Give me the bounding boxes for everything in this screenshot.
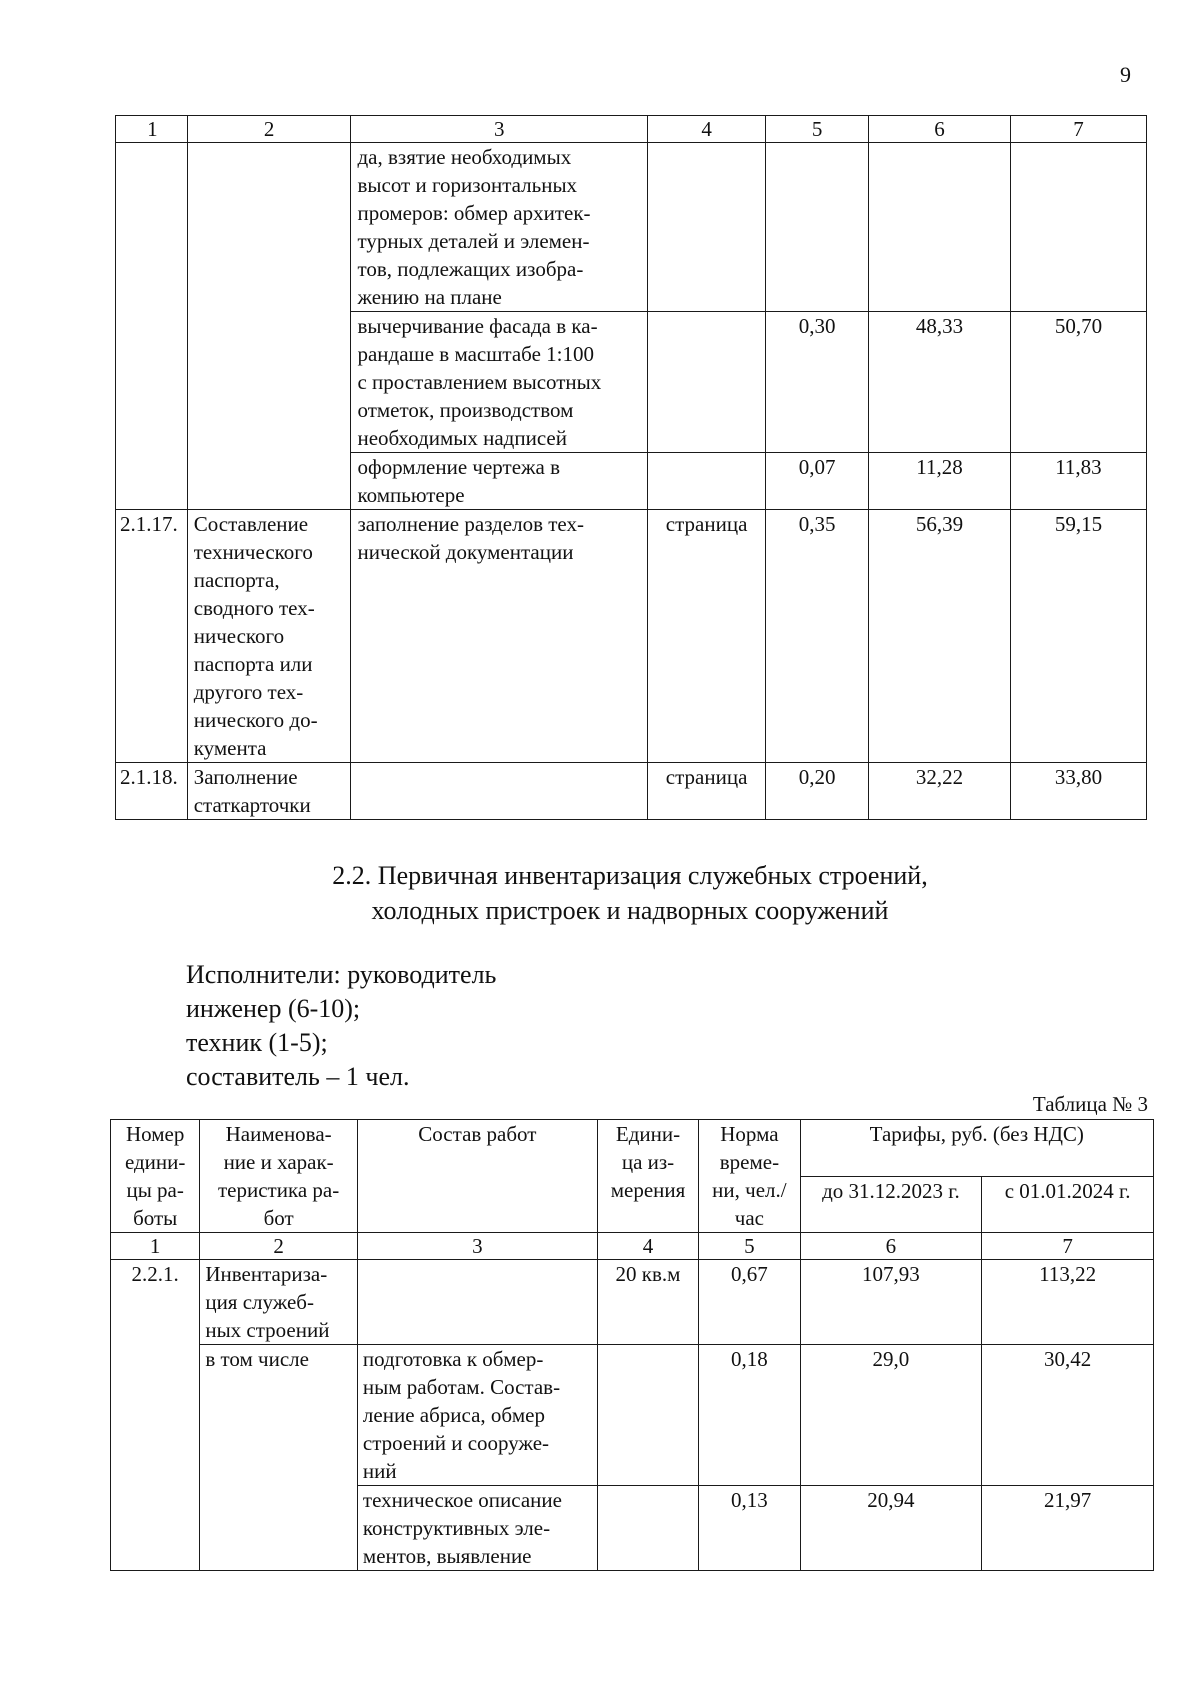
text-line: да, взятие необходимых: [357, 145, 572, 169]
work-composition-cell: [357, 1486, 597, 1571]
tariff-2024-cell: 50,70: [1010, 312, 1146, 453]
work-number-cell: 2.2.1.: [111, 1260, 200, 1345]
tariff-2023-cell: 56,39: [869, 510, 1011, 763]
text-line: ных строений: [205, 1318, 330, 1342]
column-number: 1: [116, 116, 188, 143]
tariff-2024-cell: 21,97: [982, 1486, 1154, 1571]
header-row: [111, 1120, 1154, 1177]
text-line: техническое описание: [362, 1488, 562, 1512]
norm-cell: 0,07: [766, 453, 869, 510]
executors-line: составитель – 1 чел.: [186, 1062, 410, 1091]
tariff-2024-cell: 11,83: [1010, 453, 1146, 510]
tariff-2024-cell: 113,22: [982, 1260, 1154, 1345]
text-line: цы ра-: [126, 1178, 184, 1202]
norm-cell: 0,18: [699, 1345, 800, 1486]
text-line: другого тех-: [193, 680, 304, 704]
column-number: 1: [111, 1233, 200, 1260]
work-number-cell: [111, 1345, 200, 1486]
column-number: 3: [357, 1233, 597, 1260]
page-number: 9: [1120, 62, 1131, 87]
header-work-name: [200, 1120, 358, 1233]
text-line: паспорта или: [193, 652, 313, 676]
norm-cell: 0,20: [766, 763, 869, 820]
text-line: нического до-: [193, 708, 318, 732]
column-number: 4: [597, 1233, 698, 1260]
text-line: теристика ра-: [218, 1178, 340, 1202]
work-composition-cell: [351, 312, 648, 453]
norm-cell: 0,35: [766, 510, 869, 763]
tariff-2024-cell: 59,15: [1010, 510, 1146, 763]
table-row: [116, 763, 1147, 820]
work-number-cell: 2.1.17.: [116, 510, 188, 763]
table-row: [111, 1345, 1154, 1486]
work-composition-cell: [351, 510, 648, 763]
norm-cell: 0,30: [766, 312, 869, 453]
text-line: ний: [362, 1459, 397, 1483]
table-row: [111, 1486, 1154, 1571]
header-tariffs: Тарифы, руб. (без НДС): [800, 1120, 1153, 1177]
table-row: [116, 453, 1147, 510]
work-name-cell: [187, 453, 351, 510]
header-tariff-2024: с 01.01.2024 г.: [982, 1176, 1154, 1233]
text-line: кумента: [193, 736, 267, 760]
text-line: тов, подлежащих изобра-: [357, 257, 584, 281]
text-line: паспорта,: [193, 568, 280, 592]
work-name-cell: [187, 143, 351, 312]
work-name-cell: [200, 1486, 358, 1571]
text-line: Наименова-: [225, 1122, 332, 1146]
section-title-line: 2.2. Первичная инвентаризация служебных строений,: [332, 861, 928, 890]
text-line: нического: [193, 624, 285, 648]
work-number-cell: 2.1.18.: [116, 763, 188, 820]
tariff-2023-cell: 32,22: [869, 763, 1011, 820]
tariff-2024-cell: 33,80: [1010, 763, 1146, 820]
column-number-row: [111, 1233, 1154, 1260]
text-line: заполнение разделов тех-: [357, 512, 584, 536]
tariff-2023-cell: 107,93: [800, 1260, 982, 1345]
table-caption: Таблица № 3: [1032, 1092, 1148, 1116]
column-number: 2: [187, 116, 351, 143]
text-line: едини-: [124, 1150, 186, 1174]
executors-line: инженер (6-10);: [186, 994, 361, 1023]
work-composition-cell: [351, 763, 648, 820]
text-line: Заполнение: [193, 765, 298, 789]
text-line: конструктивных эле-: [362, 1516, 551, 1540]
text-line: турных деталей и элемен-: [357, 229, 590, 253]
text-line: строений и сооруже-: [362, 1431, 550, 1455]
text-line: жению на плане: [357, 285, 502, 309]
unit-cell: [648, 453, 766, 510]
text-line: Составление: [193, 512, 309, 536]
text-line: ция служеб-: [205, 1290, 314, 1314]
text-line: оформление чертежа в: [357, 455, 561, 479]
header-unit: [597, 1120, 698, 1233]
text-line: промеров: обмер архитек-: [357, 201, 591, 225]
column-number: 7: [1010, 116, 1146, 143]
tariff-2023-cell: 20,94: [800, 1486, 982, 1571]
unit-cell: страница: [648, 763, 766, 820]
executors-block: [186, 958, 496, 1094]
unit-cell: [597, 1486, 698, 1571]
text-line: Норма: [720, 1122, 779, 1146]
work-number-cell: [116, 143, 188, 312]
column-number: 4: [648, 116, 766, 143]
text-line: Номер: [125, 1122, 185, 1146]
executors-line: Исполнители: руководитель: [186, 960, 497, 989]
header-norm: [699, 1120, 800, 1233]
column-number: 7: [982, 1233, 1154, 1260]
text-line: ление абриса, обмер: [362, 1403, 546, 1427]
tariff-2024-cell: 30,42: [982, 1345, 1154, 1486]
text-line: с проставлением высотных: [357, 370, 602, 394]
work-number-cell: [116, 312, 188, 453]
text-line: отметок, производством: [357, 398, 574, 422]
header-work-composition: Состав работ: [357, 1120, 597, 1233]
table-row: [116, 143, 1147, 312]
work-name-cell: [187, 510, 351, 763]
header-work-number: [111, 1120, 200, 1233]
header-tariff-2023: до 31.12.2023 г.: [800, 1176, 982, 1233]
tariff-2023-cell: [869, 143, 1011, 312]
text-line: ментов, выявление: [362, 1544, 532, 1568]
text-line: ца из-: [621, 1150, 675, 1174]
text-line: необходимых надписей: [357, 426, 567, 450]
norm-cell: [766, 143, 869, 312]
tariff-table-3: [110, 1119, 1154, 1571]
text-line: технического: [193, 540, 313, 564]
column-number: 3: [351, 116, 648, 143]
text-line: боты: [133, 1206, 178, 1230]
text-line: сводного тех-: [193, 596, 315, 620]
tariff-2023-cell: 29,0: [800, 1345, 982, 1486]
work-number-cell: [116, 453, 188, 510]
column-number-row: [116, 116, 1147, 143]
text-line: статкарточки: [193, 793, 311, 817]
text-line: ным работам. Состав-: [362, 1375, 561, 1399]
unit-cell: 20 кв.м: [597, 1260, 698, 1345]
text-line: бот: [263, 1206, 294, 1230]
text-line: рандаше в масштабе 1:100: [357, 342, 594, 366]
text-line: нической документации: [357, 540, 574, 564]
unit-cell: [597, 1345, 698, 1486]
text-line: вычерчивание фасада в ка-: [357, 314, 598, 338]
tariff-2023-cell: 48,33: [869, 312, 1011, 453]
text-line: ние и харак-: [223, 1150, 334, 1174]
work-name-cell: в том числе: [200, 1345, 358, 1486]
tariff-table-continuation: [115, 115, 1147, 820]
tariff-2024-cell: [1010, 143, 1146, 312]
work-composition-cell: [351, 143, 648, 312]
column-number: 6: [869, 116, 1011, 143]
text-line: Инвентариза-: [205, 1262, 328, 1286]
tariff-2023-cell: 11,28: [869, 453, 1011, 510]
column-number: 5: [699, 1233, 800, 1260]
norm-cell: 0,67: [699, 1260, 800, 1345]
norm-cell: 0,13: [699, 1486, 800, 1571]
text-line: мерения: [610, 1178, 686, 1202]
work-composition-cell: [357, 1260, 597, 1345]
text-line: компьютере: [357, 483, 465, 507]
text-line: време-: [719, 1150, 780, 1174]
work-composition-cell: [351, 453, 648, 510]
text-line: час: [734, 1206, 764, 1230]
text-line: подготовка к обмер-: [362, 1347, 544, 1371]
work-name-cell: [187, 763, 351, 820]
work-composition-cell: [357, 1345, 597, 1486]
work-number-cell: [111, 1486, 200, 1571]
text-line: ни, чел./: [712, 1178, 787, 1202]
work-name-cell: [187, 312, 351, 453]
table-row: [116, 510, 1147, 763]
executors-line: техник (1-5);: [186, 1028, 328, 1057]
table-row: [111, 1260, 1154, 1345]
section-title: [180, 858, 1080, 928]
text-line: Едини-: [615, 1122, 681, 1146]
column-number: 5: [766, 116, 869, 143]
column-number: 2: [200, 1233, 358, 1260]
unit-cell: страница: [648, 510, 766, 763]
text-line: высот и горизонтальных: [357, 173, 578, 197]
work-name-cell: [200, 1260, 358, 1345]
table-row: [116, 312, 1147, 453]
unit-cell: [648, 312, 766, 453]
column-number: 6: [800, 1233, 982, 1260]
section-title-line: холодных пристроек и надворных сооружений: [371, 896, 889, 925]
unit-cell: [648, 143, 766, 312]
